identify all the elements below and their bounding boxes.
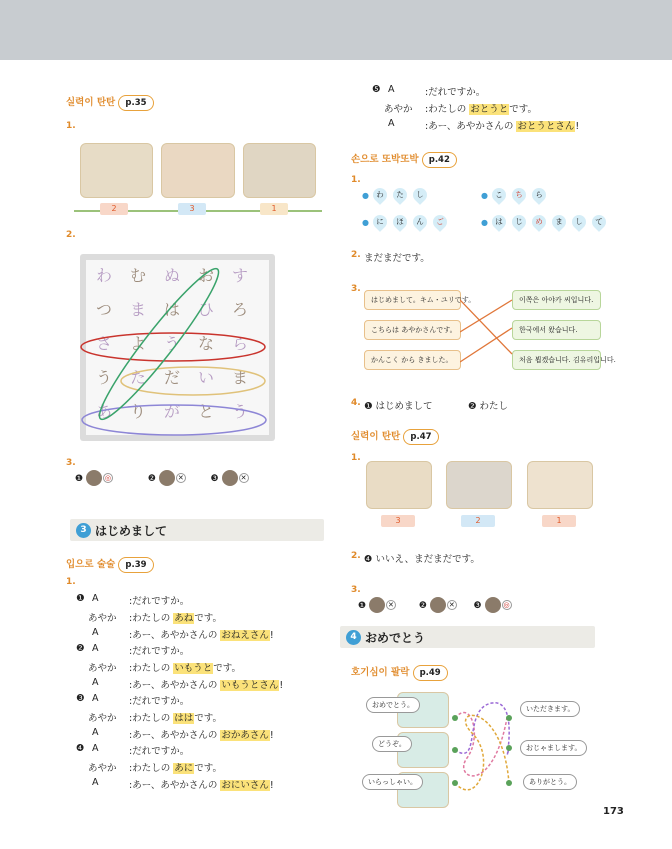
page-ref-badge: p.39 [118, 557, 153, 573]
cross-mark-icon: ✕ [447, 600, 457, 610]
drop-icon [370, 212, 390, 232]
puzzle-cell: つ [95, 300, 112, 319]
drop-char: ら [535, 190, 543, 199]
speaker: A [388, 118, 395, 129]
puzzle-cell: は [163, 300, 180, 319]
circle-ohayou [89, 261, 228, 428]
speech-bubble: ありがとう。 [523, 774, 577, 790]
puzzle-cell: と [197, 402, 214, 421]
puzzle-cell: わ [95, 266, 112, 285]
dialogue-text [129, 643, 189, 657]
dialogue-text [129, 660, 241, 674]
text-segment: ! [269, 780, 274, 791]
sub-title: 입으로 술술 p.39 [66, 556, 154, 573]
dialogue-number: ❸ [76, 693, 85, 704]
drop-char: は [495, 217, 503, 226]
drop-char: め [535, 217, 543, 226]
speaker: あやか [88, 613, 117, 624]
drop-icon [410, 212, 430, 232]
text-segment: :あー、あやかさんの [129, 630, 221, 641]
drop-char: に [376, 217, 384, 226]
drop-char: こ [495, 190, 503, 199]
drop-char: ご [436, 217, 444, 226]
dialogue-text [129, 743, 189, 757]
match-left-box: はじめまして。キム・ユリです。 [364, 290, 461, 310]
puzzle-cell: お [197, 266, 214, 285]
puzzle-cell: さ [95, 334, 112, 353]
drop-icon [509, 185, 529, 205]
drop-char: ん [416, 217, 424, 226]
face-icon [485, 597, 501, 613]
answer-highlight: おとうと [470, 104, 509, 115]
puzzle-cell: う [231, 402, 248, 421]
dialogue-text [129, 610, 222, 624]
answer-item: ❸ ✕ [211, 474, 249, 484]
drop-icon [410, 185, 430, 205]
speech-bubble: おじゃまします。 [520, 740, 587, 756]
page-ref-badge: p.42 [422, 152, 457, 168]
cross-mark-icon: ✕ [386, 600, 396, 610]
answer-text: まだまだです。 [364, 253, 430, 264]
face-icon [369, 597, 385, 613]
answer-text: ❶ はじめまして [364, 401, 433, 412]
drop-char: し [575, 217, 583, 226]
section-header-4 [340, 626, 595, 648]
answer-item: ❶ ◎ [75, 474, 113, 484]
drop-icon [489, 185, 509, 205]
answer-highlight: あね [174, 613, 194, 624]
dialogue-text [425, 84, 485, 98]
question-number: 1. [351, 175, 361, 185]
dialogue-text [129, 710, 222, 724]
section-title-hand: 손으로 또박또박 p.42 [351, 151, 457, 168]
text-segment: :あー、あやかさんの [129, 730, 221, 741]
dialogue-text [425, 101, 537, 115]
text-segment: :だれですか。 [129, 596, 190, 607]
speaker: あやか [88, 713, 117, 724]
drop-icon [489, 212, 509, 232]
puzzle-cell: な [197, 334, 214, 353]
drop-char: た [396, 190, 404, 199]
drop-char: ほ [396, 217, 404, 226]
speaker: A [92, 777, 99, 788]
answer-item: ❷ ✕ [148, 474, 186, 484]
answer-item: ❸ ◎ [474, 601, 512, 611]
answer-tab: 3 [381, 515, 415, 527]
sub-title-2: 호기심이 팔락 p.49 [351, 664, 448, 681]
q3-answers [358, 597, 512, 613]
dialogue-number: ❶ [76, 593, 85, 604]
speaker: A [92, 593, 99, 604]
text-segment: :あー、あやかさんの [129, 780, 221, 791]
drop-char: ま [555, 217, 563, 226]
question-number: 4. [351, 398, 361, 408]
circle-mark-icon: ◎ [503, 601, 510, 609]
dialogue-text [129, 760, 222, 774]
drop-char: て [595, 217, 603, 226]
puzzle-cell: ら [231, 334, 248, 353]
speaker: A [92, 693, 99, 704]
text-segment: :だれですか。 [425, 87, 486, 98]
question-number: 3. [351, 284, 361, 294]
text-segment: :だれですか。 [129, 696, 190, 707]
speaker: あやか [384, 104, 413, 115]
dialogue-text [129, 677, 283, 691]
match-left-box: こちらは あやかさんです。 [364, 320, 461, 340]
match-right-box: 이쪽은 아야카 씨입니다. [512, 290, 601, 310]
question-number: 2. [66, 230, 76, 240]
speech-bubble: おめでとう。 [366, 697, 420, 713]
text-segment: :わたしの [129, 613, 174, 624]
puzzle-cell: が [163, 402, 180, 421]
bullet-icon: ● [481, 190, 488, 200]
question-number: 1. [66, 121, 76, 131]
answer-highlight: おにいさん [221, 780, 269, 791]
answer-highlight: あに [174, 763, 194, 774]
section-title-2: 실력이 탄탄 p.47 [351, 428, 439, 445]
puzzle-cell: あ [95, 402, 112, 421]
question-number: 3. [66, 458, 76, 468]
puzzle-cell: う [163, 334, 180, 353]
drop-icon [430, 212, 450, 232]
picture [161, 143, 235, 198]
drop-char: じ [515, 217, 523, 226]
drop-row [481, 215, 612, 229]
drop-char: し [416, 190, 424, 199]
text-segment: :だれですか。 [129, 746, 190, 757]
speech-bubble: いらっしゃい。 [362, 774, 423, 790]
page-ref-badge: p.49 [413, 665, 448, 681]
drop-row [362, 188, 433, 202]
speaker: A [92, 677, 99, 688]
section-number: 4 [346, 630, 361, 645]
page-number: 173 [603, 806, 624, 817]
text-segment: です。 [194, 763, 222, 774]
circle-arigatou [82, 405, 266, 435]
picture [80, 143, 153, 198]
question-number: 3. [351, 585, 361, 595]
answer-highlight: いもうとさん [221, 680, 279, 691]
puzzle-cell: ぬ [163, 266, 180, 285]
picture [366, 461, 432, 509]
circle-sayounara [81, 333, 265, 361]
dialogue-text [129, 727, 274, 741]
speaker: A [92, 643, 99, 654]
text-segment: ! [575, 121, 580, 132]
puzzle-cell: う [95, 368, 112, 387]
dialogue-text [129, 627, 274, 641]
puzzle-cell: す [231, 266, 248, 285]
answer-item: ❶ ✕ [358, 601, 396, 611]
drop-char: ち [515, 190, 523, 199]
answer-tab: 1 [542, 515, 576, 527]
drop-icon [529, 185, 549, 205]
page-ref-badge: p.47 [403, 429, 438, 445]
puzzle-cell: た [129, 368, 146, 387]
answer-text: ❹ いいえ、まだまだです。 [364, 554, 480, 565]
dialogue-text [129, 693, 189, 707]
text-segment: です。 [509, 104, 537, 115]
face-icon [222, 470, 238, 486]
dialogue-number: ❺ [372, 84, 381, 95]
answer-tab: 2 [100, 203, 128, 215]
answer-item: ❷ ✕ [419, 601, 457, 611]
match-left-box: かんこく から きました。 [364, 350, 461, 370]
dialogue-text [129, 593, 189, 607]
text-segment: です。 [213, 663, 241, 674]
answer-highlight: おとうとさん [517, 121, 575, 132]
q3-answers [75, 470, 249, 486]
answer-highlight: おねえさん [221, 630, 269, 641]
speech-bubble: いただきます。 [520, 701, 580, 717]
section-header-3 [70, 519, 324, 541]
dialogue-text [129, 777, 274, 791]
text-segment: :だれですか。 [129, 646, 190, 657]
puzzle-cell: ま [231, 368, 248, 387]
question-number: 2. [351, 551, 361, 561]
bullet-icon: ● [481, 217, 488, 227]
answer-highlight: いもうと [174, 663, 213, 674]
answer-highlight: はは [174, 713, 194, 724]
match-right-box: 처음 뵙겠습니다. 김유리입니다. [512, 350, 601, 370]
speaker: A [92, 627, 99, 638]
maze-paths [452, 688, 514, 818]
puzzle-cell: む [129, 266, 146, 285]
dialogue-text [425, 118, 579, 132]
section-title: はじめまして [95, 523, 168, 538]
text-segment: :あー、あやかさんの [425, 121, 517, 132]
text-segment: :わたしの [425, 104, 470, 115]
drop-icon [390, 212, 410, 232]
dialogue-number: ❹ [76, 743, 85, 754]
drop-icon [589, 212, 609, 232]
top-banner [0, 0, 672, 60]
drop-row [362, 215, 453, 229]
speaker: あやか [88, 663, 117, 674]
speaker: A [92, 727, 99, 738]
answer-tab: 3 [178, 203, 206, 215]
text-segment: :わたしの [129, 763, 174, 774]
face-icon [86, 470, 102, 486]
bullet-icon: ● [362, 217, 369, 227]
drop-icon [390, 185, 410, 205]
bullet-icon: ● [362, 190, 369, 200]
circle-mark-icon: ◎ [104, 474, 111, 482]
section-label: 실력이 탄탄 [66, 97, 116, 108]
puzzle-cell: だ [163, 368, 180, 387]
text-segment: ! [269, 630, 274, 641]
drop-icon [549, 212, 569, 232]
answer-tab: 1 [260, 203, 288, 215]
puzzle-cell: ま [129, 300, 146, 319]
question-number: 1. [66, 577, 76, 587]
text-segment: ! [279, 680, 284, 691]
cross-mark-icon: ✕ [176, 473, 186, 483]
text-segment: です。 [194, 613, 222, 624]
face-icon [159, 470, 175, 486]
dialogue-number: ❷ [76, 643, 85, 654]
drop-icon [370, 185, 390, 205]
answer-text: ❷ わたし [468, 401, 509, 412]
section-title: おめでとう [365, 630, 426, 645]
drop-icon [509, 212, 529, 232]
drop-row [481, 188, 552, 202]
speaker: A [388, 84, 395, 95]
text-segment: :わたしの [129, 663, 174, 674]
question-number: 2. [351, 250, 361, 260]
cross-mark-icon: ✕ [239, 473, 249, 483]
answer-tab: 2 [461, 515, 495, 527]
puzzle-cell: ひ [197, 300, 214, 319]
answer-highlight: おかあさん [221, 730, 269, 741]
text-segment: :あー、あやかさんの [129, 680, 221, 691]
match-lines [460, 290, 515, 370]
match-right-box: 한국에서 왔습니다. [512, 320, 601, 340]
puzzle-cell: い [197, 368, 214, 387]
text-segment: ! [269, 730, 274, 741]
drop-char: わ [376, 190, 384, 199]
speaker: A [92, 743, 99, 754]
puzzle-cell: ろ [231, 300, 248, 319]
puzzle-cell: り [129, 402, 146, 421]
puzzle-circles [75, 250, 280, 445]
drop-icon [529, 212, 549, 232]
circle-tadaima [121, 367, 265, 395]
text-segment: です。 [194, 713, 222, 724]
picture [243, 143, 316, 198]
drop-icon [569, 212, 589, 232]
page-ref-badge: p.35 [118, 95, 153, 111]
puzzle-cell: よ [129, 334, 146, 353]
speech-bubble: どうぞ。 [372, 736, 412, 752]
picture [446, 461, 512, 509]
question-number: 1. [351, 453, 361, 463]
section-title-1 [66, 94, 154, 111]
face-icon [430, 597, 446, 613]
section-number: 3 [76, 523, 91, 538]
text-segment: :わたしの [129, 713, 174, 724]
speaker: あやか [88, 763, 117, 774]
picture [527, 461, 593, 509]
